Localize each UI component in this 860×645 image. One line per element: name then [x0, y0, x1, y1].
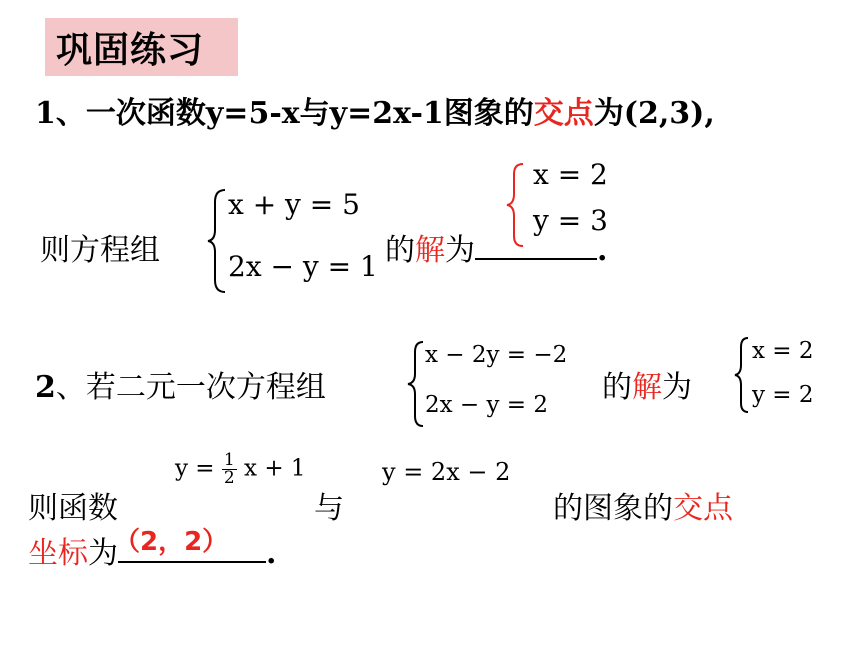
- q1-keyword-intersection: 交点: [533, 96, 594, 131]
- q2-f1-fraction: [222, 452, 237, 487]
- q2-answer-blank: [114, 527, 266, 563]
- q2-f1-numerator: 1: [223, 450, 235, 470]
- q1-connector: 与: [299, 96, 330, 131]
- q2-answer: （2，2）: [114, 527, 229, 557]
- q1-line1: [35, 88, 715, 132]
- q2-with: 与: [314, 491, 344, 526]
- q2-system-eq1: x − 2y = −2: [425, 342, 568, 368]
- q2-f1-denominator: 2: [223, 468, 235, 488]
- q1-keyword-solution: 解: [415, 233, 445, 268]
- q1-system-eq2: 2x − y = 1: [228, 250, 378, 283]
- q2-tail: [553, 483, 733, 527]
- q2-keyword-intersection: 交点: [673, 491, 733, 526]
- q2-number: 2: [35, 370, 56, 405]
- q1-is: 为: [593, 96, 624, 131]
- q1-system-eq1: x + y = 5: [228, 188, 360, 221]
- page-title: 巩固练习: [56, 30, 205, 71]
- q1-function-1: y=5-x: [205, 96, 300, 131]
- q1-function-2: y=2x-1: [329, 96, 444, 131]
- q1-of: 的: [385, 233, 415, 268]
- q2-is-2: 为: [88, 536, 118, 571]
- q2-solution-brace: [732, 335, 752, 415]
- q2-line1: [35, 362, 326, 406]
- q1-answer-eq1: x = 2: [533, 158, 608, 191]
- q2-functions-label: 则函数: [28, 491, 118, 526]
- q2-prefix: 、若二元一次方程组: [55, 370, 326, 405]
- q2-solution-eq2: y = 2: [752, 382, 814, 408]
- q1-is-2: 为: [445, 233, 475, 268]
- q2-of: 的: [602, 370, 632, 405]
- q2-end-punct: .: [266, 536, 277, 571]
- q1-answer-brace: [503, 160, 527, 250]
- q2-function-2: y = 2x − 2: [382, 458, 511, 486]
- q1-system-brace: [205, 186, 229, 296]
- q1-prefix: 1、一次函数: [35, 96, 206, 131]
- q2-solution-eq1: x = 2: [752, 338, 814, 364]
- q2-f1-lhs: y =: [175, 455, 215, 482]
- q2-function-1: [175, 452, 306, 487]
- q2-solution-label: [602, 362, 692, 406]
- q1-end-punct: .: [597, 233, 608, 268]
- q1-answer-eq2: y = 3: [533, 204, 608, 237]
- q2-keyword-coordinates: 坐标: [28, 536, 88, 571]
- q1-label: 则方程组: [40, 233, 160, 268]
- q2-tail-text: 的图象的: [553, 491, 673, 526]
- q2-keyword-solution: 解: [632, 370, 662, 405]
- q2-f1-rhs: x + 1: [244, 455, 306, 482]
- q2-system-eq2: 2x − y = 2: [425, 392, 549, 418]
- q2-is: 为: [662, 370, 692, 405]
- q1-point: (2,3),: [623, 96, 715, 131]
- q2-system-brace: [405, 338, 427, 430]
- q1-after: 图象的: [443, 96, 534, 131]
- q2-line3: [28, 528, 276, 572]
